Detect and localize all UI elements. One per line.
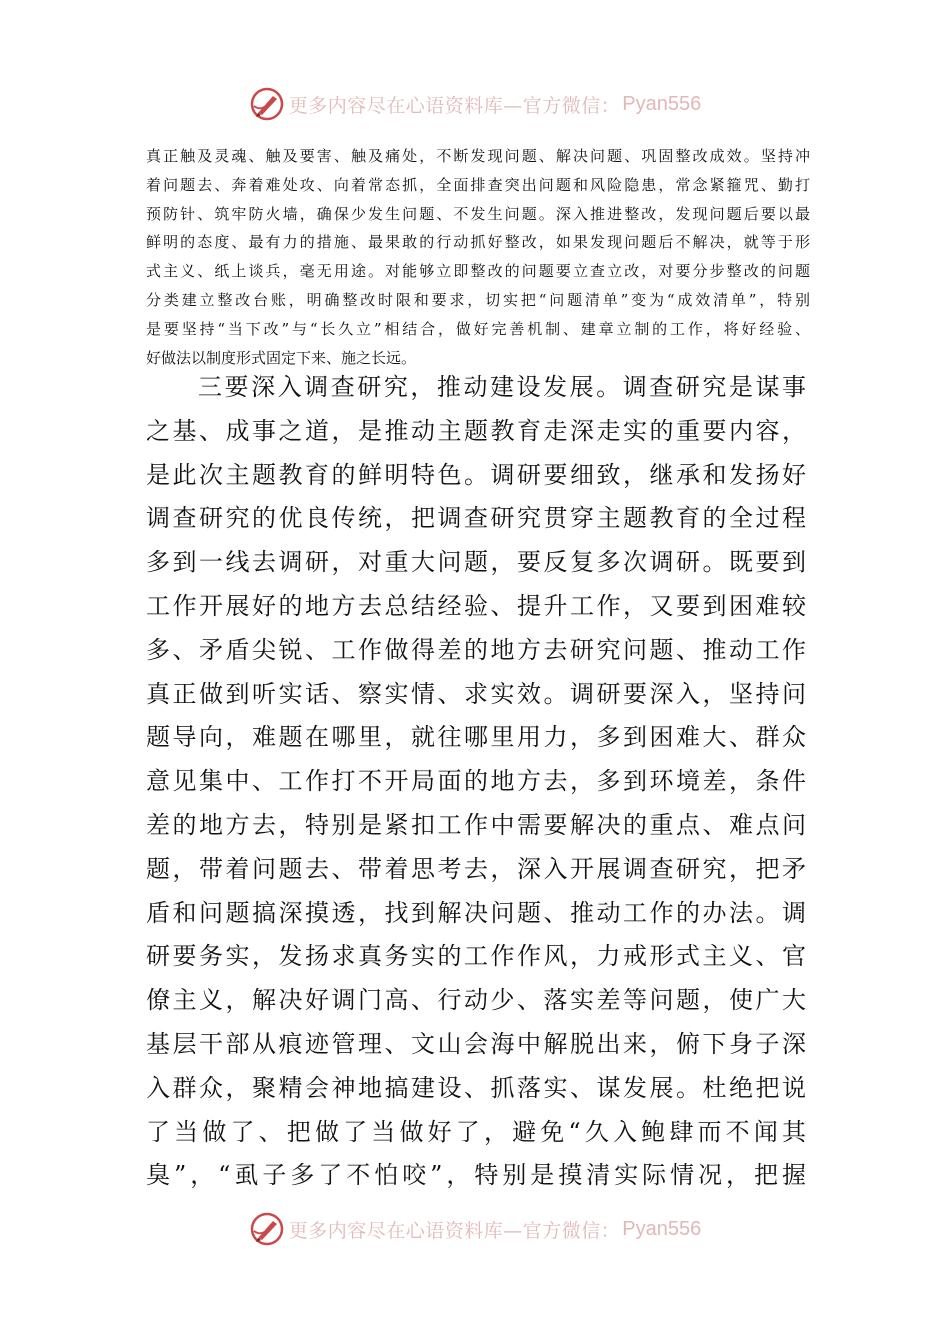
paragraph-line: 真正做到听实话、察实情、求实效。调研要深入，坚持问 — [146, 679, 806, 708]
paragraph-line: 真正触及灵魂、触及要害、触及痛处，不断发现问题、解决问题、巩固整改成效。坚持冲 — [146, 147, 810, 165]
banner-wechat-id: Pyan556 — [622, 92, 702, 115]
paragraph-line: 入群众，聚精会神地搞建设、抓落实、谋发展。杜绝把说 — [146, 1073, 806, 1102]
paragraph-line: 多到一线去调研，对重大问题，要反复多次调研。既要到 — [146, 548, 806, 577]
paragraph-line: 预防针、筑牢防火墙，确保少发生问题、不发生问题。深入推进整改，发现问题后要以最 — [146, 204, 810, 223]
paragraph-line: 僚主义，解决好调门高、行动少、落实差等问题，使广大 — [146, 986, 806, 1015]
banner-text: 更多内容尽在心语资料库—官方微信： — [288, 1219, 621, 1242]
paragraph-line: 工作开展好的地方去总结经验、提升工作，又要到困难较 — [146, 591, 806, 620]
banner-wechat-id: Pyan556 — [622, 1217, 702, 1240]
pen-logo-icon — [249, 86, 285, 122]
footer-watermark-banner — [0, 1209, 950, 1249]
paragraph-line: 基层干部从痕迹管理、文山会海中解脱出来，俯下身子深 — [146, 1029, 806, 1058]
pen-logo-icon — [249, 1211, 285, 1247]
paragraph-line: 盾和问题搞深摸透，找到解决问题、推动工作的办法。调 — [146, 898, 806, 927]
paragraph-line: 着问题去、奔着难处攻、向着常态抓，全面排查突出问题和风险隐患，常念紧箍咒、勤打 — [146, 175, 810, 194]
paragraph-line: 是此次主题教育的鲜明特色。调研要细致，继承和发扬好 — [146, 460, 806, 489]
banner-text: 更多内容尽在心语资料库—官方微信： — [288, 94, 621, 117]
paragraph-line: 调查研究的优良传统，把调查研究贯穿主题教育的全过程 — [146, 504, 806, 533]
main-paragraph — [146, 366, 806, 1198]
paragraph-line: 式主义、纸上谈兵，毫无用途。对能够立即整改的问题要立查立改，对要分步整改的问题 — [146, 262, 810, 281]
paragraph-line: 研要务实，发扬求真务实的工作作风，力戒形式主义、官 — [146, 942, 806, 971]
paragraph-line: 差的地方去，特别是紧扣工作中需要解决的重点、难点问 — [146, 810, 806, 839]
paragraph-line: 是要坚持“当下改”与“长久立”相结合，做好完善机制、建章立制的工作，将好经验、 — [146, 319, 810, 338]
paragraph-line: 多、矛盾尖锐、工作做得差的地方去研究问题、推动工作 — [146, 635, 806, 664]
header-watermark-banner — [0, 84, 950, 124]
paragraph-line: 分类建立整改台账，明确整改时限和要求，切实把“问题清单”变为“成效清单”，特别 — [146, 290, 810, 309]
paragraph-line: 之基、成事之道，是推动主题教育走深走实的重要内容， — [146, 416, 806, 445]
paragraph-line: 鲜明的态度、最有力的措施、最果敢的行动抓好整改，如果发现问题后不解决，就等于形 — [146, 233, 810, 252]
paragraph-line: 了当做了、把做了当做好了，避免“久入鲍肆而不闻其 — [146, 1117, 806, 1146]
paragraph-line: 题导向，难题在哪里，就往哪里用力，多到困难大、群众 — [146, 723, 806, 752]
paragraph-line: 三要深入调查研究，推动建设发展。调查研究是谋事 — [198, 373, 806, 401]
continuation-paragraph — [146, 142, 810, 372]
paragraph-line: 意见集中、工作打不开局面的地方去，多到环境差，条件 — [146, 767, 806, 796]
paragraph-line: 好做法以制度形式固定下来、施之长远。 — [146, 348, 417, 367]
paragraph-line: 题，带着问题去、带着思考去，深入开展调查研究，把矛 — [146, 854, 806, 883]
paragraph-line: 臭”，“虱子多了不怕咬”，特别是摸清实际情况，把握 — [146, 1161, 806, 1190]
